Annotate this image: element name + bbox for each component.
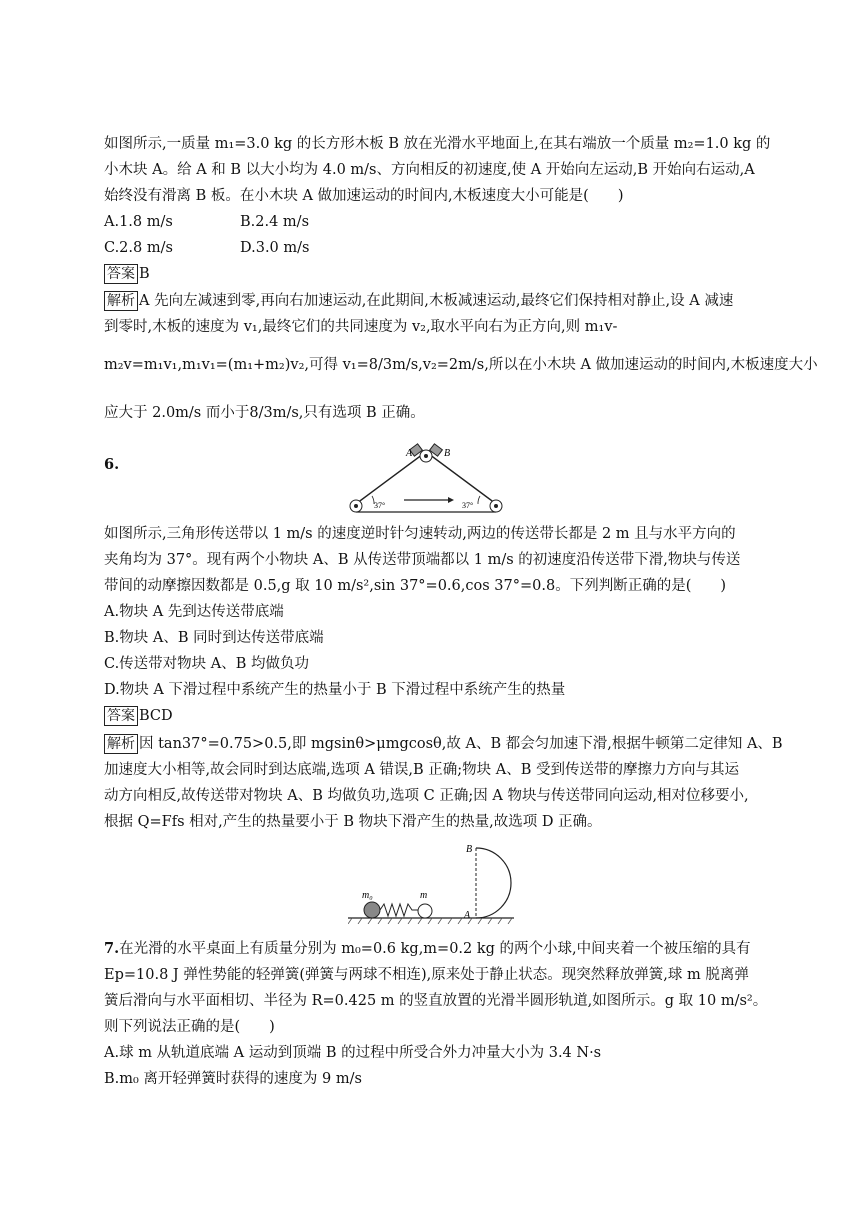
spring-track-diagram (348, 840, 518, 924)
q5-option-b: B.2.4 m/s (240, 214, 310, 230)
label-a: A (464, 910, 471, 921)
analysis-text: A 先向左减速到零,再向右加速运动,在此期间,木板减速运动,最终它们保持相对静止,设 A 减速 (139, 293, 734, 309)
q5-answer (104, 261, 764, 287)
answer-tag: 答案 (104, 706, 138, 726)
q5-analysis-line (104, 288, 764, 314)
q5-analysis-line: 到零时,木板的速度为 v₁,最终它们的共同速度为 v₂,取水平向右为正方向,则 m₁v- (104, 319, 618, 335)
angle-right: 37° (462, 501, 474, 510)
q5-text-line: 始终没有滑离 B 板。在小木块 A 做加速运动的时间内,木板速度大小可能是( ) (104, 188, 624, 204)
q6-analysis-line: 加速度大小相等,故会同时到达底端,选项 A 错误,B 正确;物块 A、B 受到传送带的摩擦力方向与其运 (104, 762, 740, 778)
q7-first-line (104, 936, 764, 962)
label-b: B (444, 448, 451, 459)
q6-text-line: 夹角均为 37°。现有两个小物块 A、B 从传送带顶端都以 1 m/s 的初速度沿传送带下滑,物块与传送 (104, 552, 741, 568)
q6-analysis-line: 动方向相反,故传送带对物块 A、B 均做负功,选项 C 正确;因 A 物块与传送带同向运动,相对位移要小, (104, 788, 749, 804)
q5-option-a: A.1.8 m/s (104, 214, 173, 230)
q7-option-a: A.球 m 从轨道底端 A 运动到顶端 B 的过程中所受合外力冲量大小为 3.4 N·s (104, 1045, 602, 1061)
q6-answer (104, 703, 764, 729)
q5-text-line: 小木块 A。给 A 和 B 以大小均为 4.0 m/s、方向相反的初速度,使 A 开始向左运动,B 开始向右运动,A (104, 162, 755, 178)
q6-analysis-line (104, 731, 783, 757)
answer-value: B (139, 266, 150, 282)
q7-option-b: B.m₀ 离开轻弹簧时获得的速度为 9 m/s (104, 1071, 362, 1087)
q5-analysis-line: m₂v=m₁v₁,m₁v₁=(m₁+m₂)v₂,可得 v₁=8/3m/s,v₂=2m/s,所以在小木块 A 做加速运动的时间内,木板速度大小 (104, 357, 818, 373)
q6-text-line: 带间的动摩擦因数都是 0.5,g 取 10 m/s²,sin 37°=0.6,cos 37°=0.8。下列判断正确的是( ) (104, 578, 727, 594)
q5-analysis-line: 应大于 2.0m/s 而小于8/3m/s,只有选项 B 正确。 (104, 405, 425, 421)
analysis-text: 因 tan37°=0.75>0.5,即 mgsinθ>μmgcosθ,故 A、B 都会匀加速下滑,根据牛顿第二定律知 A、B (139, 736, 783, 752)
angle-left: 37° (374, 501, 386, 510)
label-a: A (406, 448, 413, 459)
q6-analysis-line: 根据 Q=Ffs 相对,产生的热量要小于 B 物块下滑产生的热量,故选项 D 正确。 (104, 814, 602, 830)
q6-option-d: D.物块 A 下滑过程中系统产生的热量小于 B 下滑过程中系统产生的热量 (104, 682, 566, 698)
q7-text-line: 簧后滑向与水平面相切、半径为 R=0.425 m 的竖直放置的光滑半圆形轨道,如图所示。g 取 10 m/s²。 (104, 993, 768, 1009)
answer-tag: 答案 (104, 264, 138, 284)
q5-option-d: D.3.0 m/s (240, 240, 310, 256)
label-m: m (420, 890, 428, 901)
q7-number: 7. (104, 940, 120, 957)
label-b: B (466, 844, 473, 855)
analysis-tag: 解析 (104, 734, 138, 754)
q5-option-c: C.2.8 m/s (104, 240, 173, 256)
q7-text: 在光滑的水平桌面上有质量分别为 m₀=0.6 kg,m=0.2 kg 的两个小球,中间夹着一个被压缩的具有 (119, 941, 751, 957)
label-m0: m₀ (362, 890, 373, 901)
q6-option-c: C.传送带对物块 A、B 均做负功 (104, 656, 310, 672)
q7-text-line: Ep=10.8 J 弹性势能的轻弹簧(弹簧与两球不相连),原来处于静止状态。现突然释放弹簧,球 m 脱离弹 (104, 967, 749, 983)
answer-value: BCD (139, 708, 173, 724)
q6-option-b: B.物块 A、B 同时到达传送带底端 (104, 630, 324, 646)
q6-text-line: 如图所示,三角形传送带以 1 m/s 的速度逆时针匀速转动,两边的传送带长都是 2 m 且与水平方向的 (104, 526, 736, 542)
q6-number: 6. (104, 456, 120, 473)
conveyor-belt-diagram (346, 442, 506, 516)
q6-option-a: A.物块 A 先到达传送带底端 (104, 604, 284, 620)
q5-text-line: 如图所示,一质量 m₁=3.0 kg 的长方形木板 B 放在光滑水平地面上,在其右端放一个质量 m₂=1.0 kg 的 (104, 136, 771, 152)
analysis-tag: 解析 (104, 291, 138, 311)
q7-text-line: 则下列说法正确的是( ) (104, 1019, 275, 1035)
